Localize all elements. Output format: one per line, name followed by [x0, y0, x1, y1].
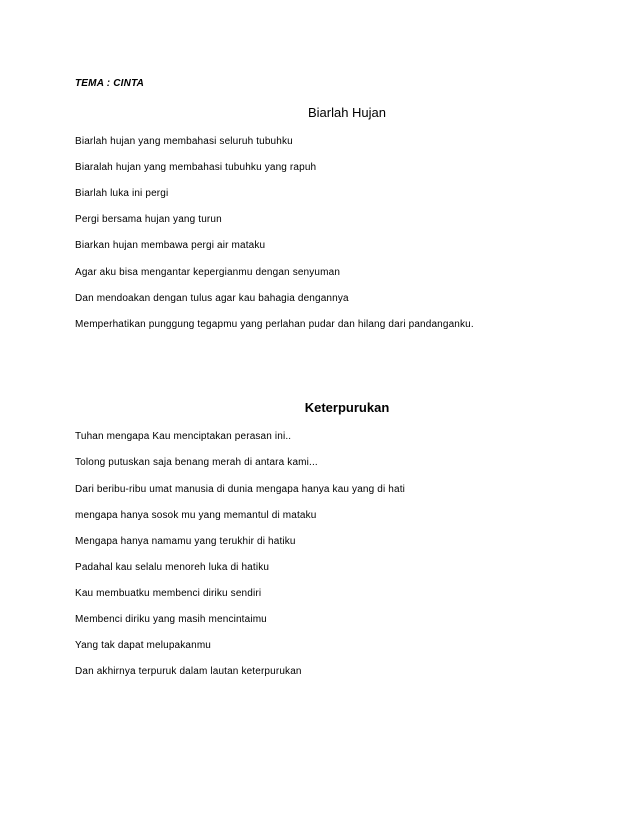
- poem-line: Biarlah hujan yang membahasi seluruh tubuhku: [75, 136, 293, 147]
- theme-label: TEMA : CINTA: [75, 78, 145, 89]
- poem-line: mengapa hanya sosok mu yang memantul di mataku: [75, 510, 317, 521]
- poem-line: Pergi bersama hujan yang turun: [75, 214, 222, 225]
- poem-title-biarlah-hujan: Biarlah Hujan: [307, 105, 387, 120]
- poem-line: Biarkan hujan membawa pergi air mataku: [75, 240, 266, 251]
- poem-line: Dari beribu-ribu umat manusia di dunia mengapa hanya kau yang di hati: [75, 484, 405, 495]
- poem-line: Mengapa hanya namamu yang terukhir di hatiku: [75, 536, 296, 547]
- poem-line: Tolong putuskan saja benang merah di antara kami...: [75, 457, 318, 468]
- poem-line: Tuhan mengapa Kau menciptakan perasan ini..: [75, 431, 292, 442]
- poem-line: Dan akhirnya terpuruk dalam lautan keterpurukan: [75, 666, 302, 677]
- poem-line: Dan mendoakan dengan tulus agar kau bahagia dengannya: [75, 293, 349, 304]
- poem-line: Padahal kau selalu menoreh luka di hatiku: [75, 562, 270, 573]
- poem-line: Kau membuatku membenci diriku sendiri: [75, 588, 262, 599]
- poem-line: Agar aku bisa mengantar kepergianmu dengan senyuman: [75, 267, 341, 278]
- poem-line: Yang tak dapat melupakanmu: [75, 640, 212, 651]
- poem-line: Memperhatikan punggung tegapmu yang perlahan pudar dan hilang dari pandanganku.: [75, 319, 474, 330]
- poem-line: Biaralah hujan yang membahasi tubuhku yang rapuh: [75, 162, 317, 173]
- poem-line: Membenci diriku yang masih mencintaimu: [75, 614, 267, 625]
- poem-title-keterpurukan: Keterpurukan: [304, 400, 390, 415]
- poem-line: Biarlah luka ini pergi: [75, 188, 169, 199]
